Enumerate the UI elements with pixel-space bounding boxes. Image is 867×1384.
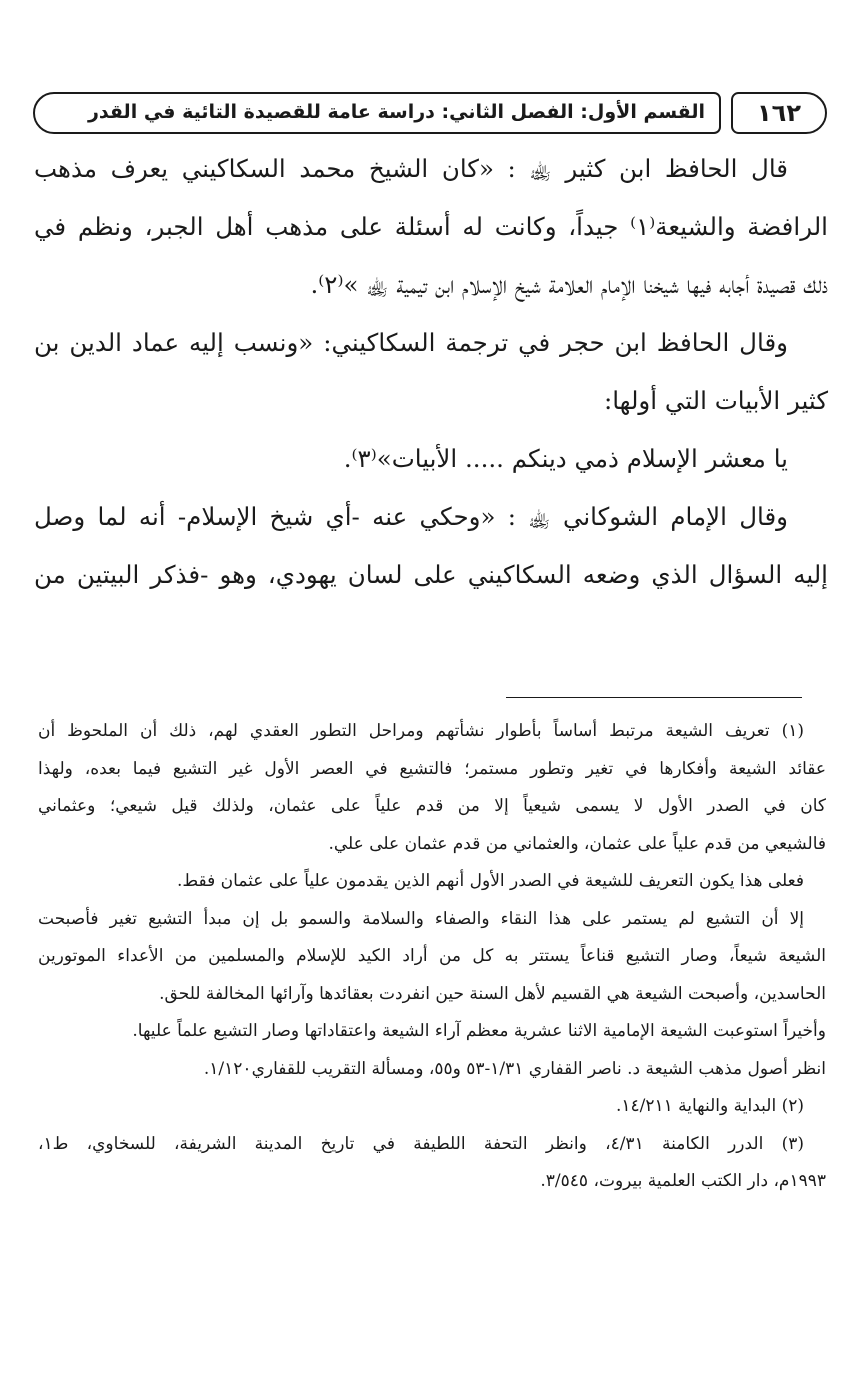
footnote-line: الشيعة شيعاً، وصار التشيع قناعاً يستتر به كل من أراد الكيد للإسلام والمسلمين من الأعداء الموتورين xyxy=(38,946,826,966)
body-line: قال الحافظ ابن كثير ﵀ : «كان الشيخ محمد السكاكيني يعرف مذهب xyxy=(34,154,788,183)
body-line: كثير الأبيات التي أولها: xyxy=(603,386,828,415)
footnote-line: إلا أن التشيع لم يستمر على هذا النقاء والصفاء والسلامة والسمو بل إن مبدأ التشيع تغير فأصبحت xyxy=(38,908,804,929)
page-number: ١٦٢ xyxy=(757,99,801,127)
footnote-line: (١) تعريف الشيعة مرتبط أساساً بأطوار نشأتهم ومراحل التطور العقدي لهم، ذلك أن الملحوظ أن xyxy=(38,721,804,741)
footnote-line: انظر أصول مذهب الشيعة د. ناصر القفاري ١/٣١-٥٣ و٥٥، ومسألة التقريب للقفاري١/١٢٠. xyxy=(203,1058,826,1079)
footnote-line: فالشيعي من قدم علياً على عثمان، والعثماني من قدم عثمان على علي. xyxy=(328,833,826,854)
main-text xyxy=(34,140,828,604)
running-header xyxy=(33,92,827,138)
footnote-line: وأخيراً استوعبت الشيعة الإمامية الاثنا عشرية معظم آراء الشيعة واعتقاداتها وصار التشيع علماً عليها. xyxy=(132,1021,826,1041)
header-title-frame xyxy=(33,92,721,134)
page-number-frame xyxy=(731,92,827,134)
footnote-separator xyxy=(506,697,802,698)
body-line: وقال الحافظ ابن حجر في ترجمة السكاكيني: «ونسب إليه عماد الدين بن xyxy=(34,328,788,357)
body-line: وقال الإمام الشوكاني ﵀ : «وحكي عنه -أي شيخ الإسلام- أنه لما وصل xyxy=(34,502,788,531)
footnotes xyxy=(38,713,826,1201)
footnote-line: الحاسدين، وأصبحت الشيعة هي القسيم لأهل السنة حين انفردت بعقائدها وآرائها المخالفة للحق. xyxy=(159,983,826,1004)
body-line: الرافضة والشيعة⁽١⁾ جيداً، وكانت له أسئلة على مذهب أهل الجبر، ونظم في xyxy=(34,212,828,241)
body-line: إليه السؤال الذي وضعه السكاكيني على لسان يهودي، وهو -فذكر البيتين من xyxy=(34,560,828,589)
footnote-line: (٢) البداية والنهاية ١٤/٢١١. xyxy=(615,1096,804,1116)
body-line: ذلك قصيدة أجابه فيها شيخنا الإمام العلامة شيخ الإسلام ابن تيمية ﵀ »⁽٢⁾. xyxy=(310,270,828,299)
footnote-line: عقائد الشيعة وأفكارها في تغير وتطور مستمر؛ فالتشيع في العصر الأول غير التشيع فيما بعده، ولهذا xyxy=(38,758,826,779)
verse-line: يا معشر الإسلام ذمي دينكم ..... الأبيات»⁽٣⁾. xyxy=(343,444,788,473)
footnote-line: (٣) الدرر الكامنة ٤/٣١، وانظر التحفة اللطيفة في تاريخ المدينة الشريفة، للسخاوي، ط١، xyxy=(38,1133,804,1154)
footnote-line: ١٩٩٣م، دار الكتب العلمية بيروت، ٣/٥٤٥. xyxy=(540,1171,826,1191)
header-title: القسم الأول: الفصل الثاني: دراسة عامة للقصيدة التائية في القدر xyxy=(87,101,705,123)
footnote-line: فعلى هذا يكون التعريف للشيعة في الصدر الأول أنهم الذين يقدمون علياً على عثمان فقط. xyxy=(177,871,804,891)
footnote-line: كان في الصدر الأول لا يسمى شيعياً إلا من قدم علياً على عثمان، ولذلك قيل شيعي؛ وعثماني xyxy=(38,796,826,816)
